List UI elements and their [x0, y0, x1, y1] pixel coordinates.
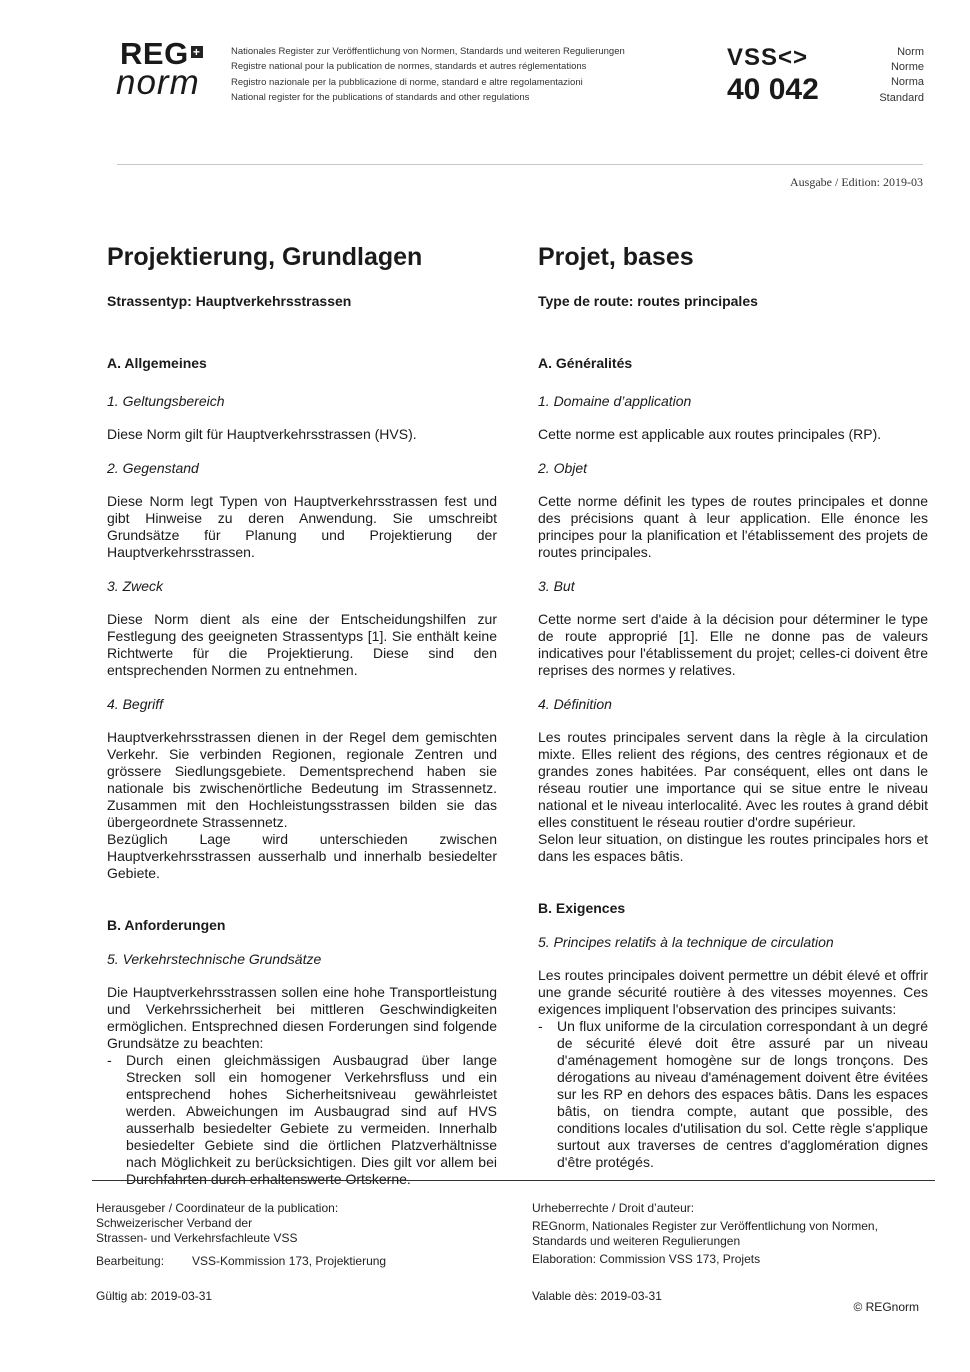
header-divider — [117, 164, 923, 165]
register-line: National register for the publications of standards and other regulations — [231, 91, 530, 103]
norm-label: Norm — [897, 46, 924, 58]
section-heading: A. Généralités — [538, 355, 633, 371]
editing-label: Bearbeitung: — [96, 1254, 165, 1268]
register-line: Registro nazionale per la pubblicazione di norme, standard e altre regolamentazioni — [231, 76, 583, 88]
section-heading: B. Exigences — [538, 900, 626, 916]
document-title-de: Projektierung, Grundlagen — [107, 243, 423, 271]
copyright-line: Standards und weiteren Regulierungen — [532, 1234, 741, 1248]
editing-row — [96, 1254, 386, 1269]
norm-label: Standard — [879, 91, 924, 104]
standard-number: 40 042 — [727, 73, 819, 106]
subsection-heading: 2. Gegenstand — [107, 460, 199, 476]
paragraph: Cette norme est applicable aux routes principales (RP). — [538, 426, 882, 442]
paragraph: Les routes principales doivent permettre un débit élevé et offrir une grande sécurité routière à des vitesses moyennes. Ces exigences impliquent l'observation des principes suivants: — [538, 967, 928, 1017]
subsection-heading: 5. Principes relatifs à la technique de circulation — [538, 934, 834, 950]
list-item: - Durch einen gleichmässigen Ausbaugrad über lange Strecken soll ein homogener Verkehrsfluss und ein entsprechend hohes Sicherheitsniveau gewährleistet werden. Abweichungen im Ausbaugrad sind auf HVS ausserhalb besiedelter Gebiete zu vermeiden. Innerhalb besiedelter Gebiete sind die örtlichen Platzverhältnisse nach Möglichkeit zu berücksichtigen. Dies gilt vor allem bei Durchfahrten durch erhaltenswerte Ortskerne. — [107, 1052, 497, 1188]
paragraph: Diese Norm legt Typen von Hauptverkehrsstrassen fest und gibt Hinweise zu deren Anwendung. Sie umschreibt Grundsätze für Planung und Projektierung der Hauptverkehrsstrassen. — [107, 493, 497, 560]
footer-divider — [92, 1180, 935, 1181]
norm-label: Norma — [890, 76, 924, 89]
paragraph: Cette norme sert d'aide à la décision pour déterminer le type de route approprié [1]. Elle ne donne pas de valeurs indicatives pour l'établissement du projet; celles-ci doivent être reprises des normes y relatives. — [538, 611, 928, 678]
copyright-line: Urheberrechte / Droit d’auteur: — [532, 1201, 695, 1215]
list-item: - Un flux uniforme de la circulation correspondant à un degré de sécurité élevé doit être assuré par un niveau d'aménagement homogène sur de longs tronçons. Des dérogations au niveau d'aménagement doivent être évitées sur les RP en dehors des espaces bâtis. Dans les espaces bâtis, on tiendra compte, autant que possible, des conditions locales d'utilisation du sol. Cette règle s'applique surtout aux traverses de centres d'agglomération dignes d'être protégés. — [538, 1018, 928, 1171]
bullet-list — [538, 1018, 928, 1171]
swiss-cross-icon: + — [191, 46, 203, 58]
french-column — [538, 240, 928, 1171]
register-line: Registre national pour la publication de normes, standards et autres réglementations — [231, 61, 587, 73]
subsection-heading: 2. Objet — [538, 460, 588, 476]
subsection-heading: 4. Begriff — [107, 696, 164, 712]
paragraph: Hauptverkehrsstrassen dienen in der Regel dem gemischten Verkehr. Sie verbinden Regionen, regionale Zentren und grössere Siedlungsgebiete. Dementsprechend haben sie nationale bis zwischenörtliche Bedeutung im Strassennetz. Zusammen mit den Hochleistungsstrassen bilden sie das übergeordnete Strassennetz. — [107, 729, 497, 830]
subsection-heading: 4. Définition — [538, 696, 612, 712]
subsection-heading: 5. Verkehrstechnische Grundsätze — [107, 951, 322, 967]
register-line: Nationales Register zur Veröffentlichung von Normen, Standards und weiteren Regulierungen — [231, 46, 625, 57]
editing-value: VSS-Kommission 173, Projektierung — [192, 1254, 387, 1268]
edition-label: Ausgabe / Edition: 2019-03 — [790, 175, 923, 189]
paragraph: Bezüglich Lage wird unterschieden zwischen Hauptverkehrsstrassen ausserhalb und innerhalb besiedelter Gebiete. — [107, 831, 497, 881]
paragraph: Diese Norm dient als eine der Entscheidungshilfen zur Festlegung des geeigneten Strassentyps [1]. Sie enthält keine Richtwerte für die Projektierung. Diese sind den entsprechenden Normen zu entnehmen. — [107, 611, 497, 678]
subsection-heading: 1. Geltungsbereich — [107, 393, 225, 409]
paragraph: Cette norme définit les types de routes principales et donne des précisions quant à leur application. Elle énonce les principes pour la planification et l'établissement des projets de routes principales. — [538, 493, 928, 560]
document-title-fr: Projet, bases — [538, 243, 694, 271]
bullet-list — [107, 1052, 497, 1188]
subsection-heading: 1. Domaine d’application — [538, 393, 692, 409]
logo-reg-text: REG — [120, 36, 189, 71]
copyright-notice: © REGnorm — [853, 1300, 919, 1314]
vss-logo: VSS<> — [727, 44, 809, 71]
copyright-line: REGnorm, Nationales Register zur Veröffentlichung von Normen, — [532, 1219, 878, 1233]
register-description — [231, 44, 625, 105]
paragraph: Les routes principales servent dans la règle à la circulation mixte. Elles relient des régions, des centres régionaux et de grandes zones habitées. Par conséquent, elles ont dans le réseau routier une importance qui se situe entre le niveau national et le niveau interlocalité. Avec les routes à grand débit elles constituent le réseau routier d'ordre supérieur. — [538, 729, 928, 830]
publisher-line: Schweizerischer Verband der — [96, 1216, 253, 1230]
paragraph: Die Hauptverkehrsstrassen sollen eine hohe Transportleistung und Verkehrssicherheit bei mittleren Geschwindigkeiten ermöglichen. Entsprechned diesen Forderungen sind folgende Grundsätze zu beachten: — [107, 984, 497, 1051]
section-heading: A. Allgemeines — [107, 355, 207, 371]
paragraph: Selon leur situation, on distingue les routes principales hors et dans les espaces bâtis. — [538, 831, 928, 864]
paragraph: Diese Norm gilt für Hauptverkehrsstrassen (HVS). — [107, 426, 417, 442]
norm-label: Norme — [890, 61, 924, 74]
valid-from-de: Gültig ab: 2019-03-31 — [96, 1289, 213, 1303]
document-subtitle-fr: Type de route: routes principales — [538, 293, 758, 309]
logo-norm: norm — [116, 63, 200, 102]
publisher-line: Strassen- und Verkehrsfachleute VSS — [96, 1231, 298, 1245]
subsection-heading: 3. Zweck — [107, 578, 164, 594]
document-subtitle-de: Strassentyp: Hauptverkehrsstrassen — [107, 293, 352, 309]
publisher-line: Herausgeber / Coordinateur de la publication: — [96, 1201, 339, 1215]
german-column — [107, 240, 497, 1188]
copyright-line: Elaboration: Commission VSS 173, Projets — [532, 1252, 761, 1266]
section-heading: B. Anforderungen — [107, 917, 226, 933]
valid-from-fr: Valable dès: 2019-03-31 — [532, 1289, 662, 1303]
copyright-block — [532, 1201, 878, 1267]
norm-label-block — [879, 45, 924, 106]
publisher-block — [96, 1201, 386, 1269]
subsection-heading: 3. But — [538, 578, 575, 594]
